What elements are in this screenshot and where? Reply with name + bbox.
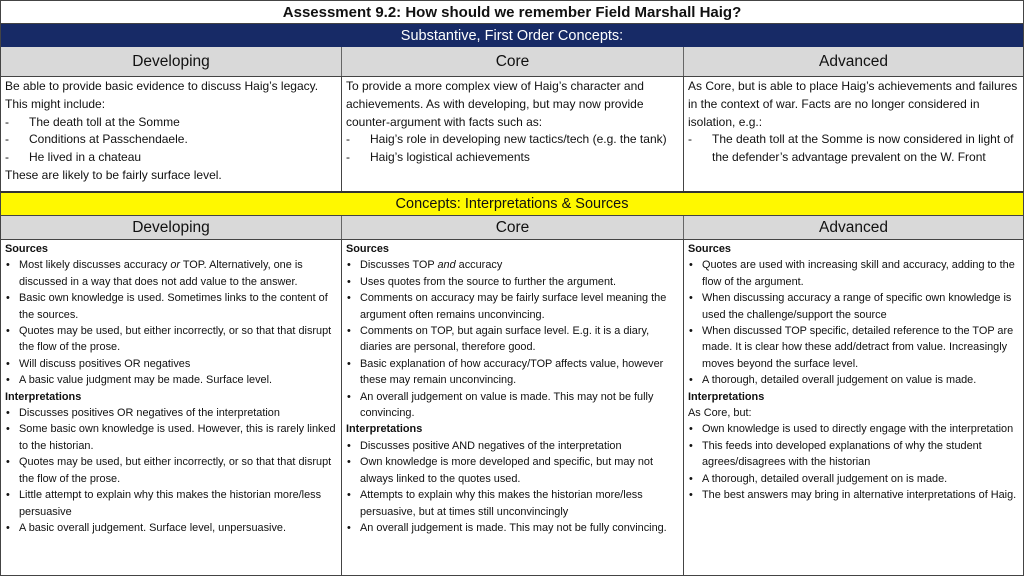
header-advanced: Advanced <box>684 47 1023 76</box>
list-item: • An overall judgement on value is made. This may not be fully convincing. <box>347 390 654 420</box>
text-line: These are likely to be fairly surface level. <box>5 167 222 182</box>
list-item: • A thorough, detailed overall judgement on value is made. <box>689 374 977 387</box>
interpretations-developing-cell <box>1 240 342 575</box>
list-item: • Discusses positive AND negatives of the interpretation <box>347 439 622 452</box>
text-line: Be able to provide basic evidence to discuss Haig’s legacy. <box>5 79 319 93</box>
list-item: • Discusses TOP and accuracy <box>347 259 503 272</box>
list-item: - The death toll at the Somme <box>5 114 180 129</box>
list-item: - Conditions at Passchendaele. <box>5 132 188 147</box>
substantive-developing-cell <box>1 77 342 191</box>
interpretations-body-row <box>0 240 1024 576</box>
interpretations-core-cell <box>342 240 684 575</box>
text-line: This might include: <box>5 96 106 111</box>
sources-heading: Sources <box>346 243 389 255</box>
interpretations-advanced-cell <box>684 240 1023 575</box>
list-item: • Comments on TOP, but again surface level. E.g. it is a diary, diaries are personal, therefore good. <box>347 325 650 354</box>
list-item: • Own knowledge is more developed and specific, but may not always linked to the quotes used. <box>347 456 653 485</box>
list-item: • Comments on accuracy may be fairly surface level meaning the argument often remains unconvincing. <box>347 292 667 321</box>
list-item: • Basic explanation of how accuracy/TOP affects value, however these may remain unconvincing. <box>347 357 664 387</box>
header-row-substantive <box>0 47 1024 77</box>
list-item: • Own knowledge is used to directly engage with the interpretation <box>689 423 1014 436</box>
list-item: • Will discuss positives OR negatives <box>6 357 191 370</box>
list-item: • Discusses positives OR negatives of the interpretation <box>6 407 280 420</box>
substantive-core-cell <box>342 77 684 191</box>
list-item: • When discussing accuracy a range of specific own knowledge is used the challenge/support the source <box>689 292 1012 321</box>
list-item: - Haig’s logistical achievements <box>346 150 530 165</box>
header-advanced: Advanced <box>684 216 1023 239</box>
section-title-substantive: Substantive, First Order Concepts: <box>0 24 1024 47</box>
section-title-interpretations: Concepts: Interpretations & Sources <box>0 191 1024 216</box>
list-item: • The best answers may bring in alternative interpretations of Haig. <box>689 489 1017 502</box>
page-title: Assessment 9.2: How should we remember Field Marshall Haig? <box>0 0 1024 24</box>
list-item: - The death toll at the Somme is now considered in light of the defender’s advantage prevalent on the W. Front <box>688 132 1014 165</box>
list-item: • Basic own knowledge is used. Sometimes links to the content of the sources. <box>6 292 328 321</box>
list-item: • When discussed TOP specific, detailed reference to the TOP are made. It is clear how these add/detract from value. Increasingly moves beyond the surface level. <box>689 325 1014 370</box>
header-core: Core <box>342 216 684 239</box>
list-item: • Quotes are used with increasing skill and accuracy, adding to the flow of the argument. <box>689 259 1015 288</box>
list-item: • Attempts to explain why this makes the historian more/less persuasive, but at times still unconvincingly <box>347 489 643 518</box>
header-core: Core <box>342 47 684 76</box>
substantive-body-row <box>0 77 1024 191</box>
header-developing: Developing <box>1 47 342 76</box>
list-item: • Most likely discusses accuracy or TOP. Alternatively, one is discussed in a way that does not add value to the answer. <box>6 259 303 288</box>
header-row-interpretations <box>0 216 1024 240</box>
list-item: • This feeds into developed explanations of why the student agrees/disagrees with the historian <box>689 439 982 469</box>
list-item: • Quotes may be used, but either incorrectly, or so that that disrupt the flow of the prose. <box>6 325 332 354</box>
list-item: - Haig’s role in developing new tactics/tech (e.g. the tank) <box>346 132 667 147</box>
list-item: • A basic overall judgement. Surface level, unpersuasive. <box>6 521 286 534</box>
list-item: • Little attempt to explain why this makes the historian more/less persuasive <box>6 489 322 518</box>
list-item: • Some basic own knowledge is used. However, this is rarely linked to the historian. <box>6 423 336 452</box>
interpretations-heading: Interpretations <box>5 390 82 403</box>
list-item: • A basic value judgment may be made. Surface level. <box>6 374 273 387</box>
interpretations-heading: Interpretations <box>346 423 423 436</box>
text-line: As Core, but is able to place Haig’s achievements and failures in the context of war. Facts are no longer considered in isolation, e.g.: <box>688 79 1018 129</box>
list-item: • Uses quotes from the source to further the argument. <box>347 275 617 288</box>
substantive-advanced-cell <box>684 77 1023 191</box>
list-item: • Quotes may be used, but either incorrectly, or so that that disrupt the flow of the prose. <box>6 456 332 485</box>
text-line: As Core, but: <box>688 407 752 420</box>
sources-heading: Sources <box>688 243 731 255</box>
list-item: - He lived in a chateau <box>5 150 142 165</box>
list-item: • An overall judgement is made. This may not be fully convincing. <box>347 521 667 534</box>
header-developing: Developing <box>1 216 342 239</box>
text-line: To provide a more complex view of Haig’s character and achievements. As with developing, but may now provide counter-argument with facts such as: <box>346 79 644 129</box>
sources-heading: Sources <box>5 243 48 255</box>
list-item: • A thorough, detailed overall judgement on is made. <box>689 472 948 485</box>
interpretations-heading: Interpretations <box>688 390 765 403</box>
